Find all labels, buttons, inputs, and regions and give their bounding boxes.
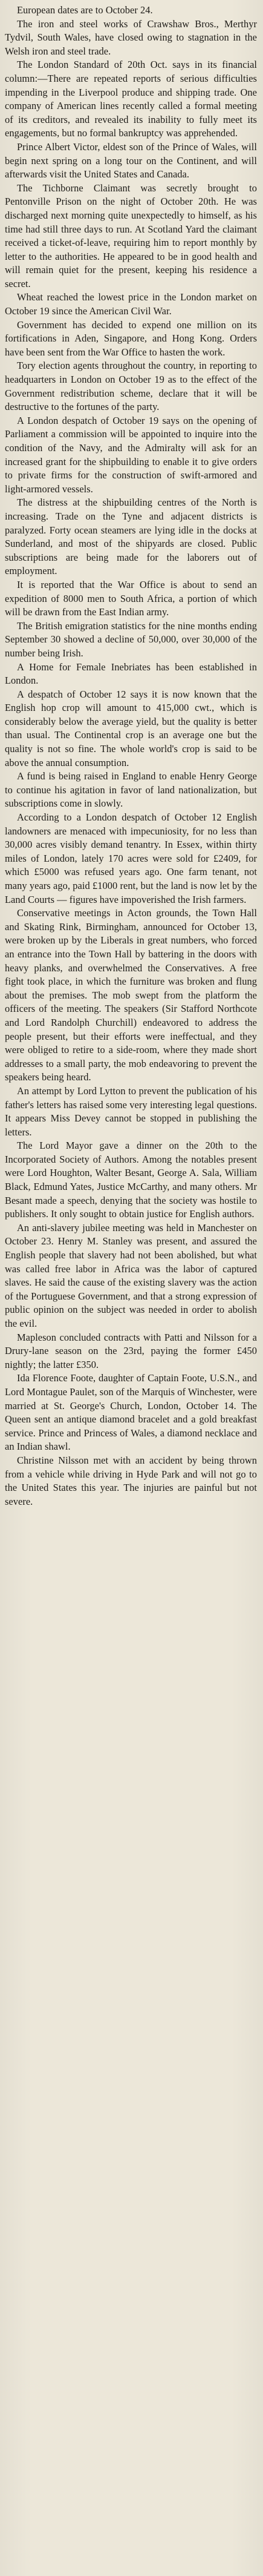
news-item-anti-slavery-meeting: An anti-slavery jubilee meeting was held in Manchester on October 23. Henry M. Stanley was present, and assured the English people that slavery had not been abolished, but what was called free labor in Africa was the labor of captured slaves. He said the cause of the existing slavery was the action of the Portuguese Government, and that a strong expression of public opinion on the subject was needed in order to abolish the evil. bbox=[5, 1221, 257, 1329]
news-item-inebriates-home: A Home for Female Inebriates has been established in London. bbox=[5, 661, 257, 687]
news-item-hop-crop: A despatch of October 12 says it is now known that the English hop crop will amount to 415,000 cwt., which is considerably below the average yield, but the quality is better than usual. The Continental crop is an average one but the quality is not so fine. The whole world's crop is said to be above the annual consumption. bbox=[5, 688, 257, 768]
news-item-liverpool-trade: The London Standard of 20th Oct. says in its financial column:—There are repeated reports of serious difficulties impending in the Liverpool produce and shipping trade. One company of American lines recently called a formal meeting of its creditors, and revealed its inability to fully meet its engagements, but no formal bankruptcy was apprehended. bbox=[5, 59, 257, 139]
news-item-south-africa-expedition: It is reported that the War Office is about to send an expedition of 8000 men to South Africa, a portion of which will be drawn from the East Indian army. bbox=[5, 578, 257, 618]
news-item-emigration-statistics: The British emigration statistics for the nine months ending September 30 showed a decline of 50,000, over 30,000 of the number being Irish. bbox=[5, 619, 257, 659]
news-item-authors-dinner: The Lord Mayor gave a dinner on the 20th to the Incorporated Society of Authors. Among the notables present were Lord Houghton, Walter Besant, George A. Sala, William Black, Edmund Yates, Justice McCarthy, and many others. Mr Besant made a speech, denying that the society was hostile to publishers. It only sought to obtain justice for English authors. bbox=[5, 1140, 257, 1220]
news-item-landowners: According to a London despatch of October 12 English landowners are menaced with impecuniosity, for no less than 30,000 acres visibly demand tenantry. In Essex, within thirty miles of London, lately 170 acres were sold for £2409, for which £5000 was refused years ago. One farm tenant, not many years ago, paid £1000 rent, but the land is now let by the Land Courts — figures have impoverished the Irish farmers. bbox=[5, 811, 257, 905]
news-item-nilsson-accident: Christine Nilsson met with an accident by being thrown from a vehicle while driving in Hyde Park and will not go to the United States this year. The injuries are painful but not severe. bbox=[5, 1454, 257, 1507]
news-item-crawshaw-works: The iron and steel works of Crawshaw Bros., Merthyr Tydvil, South Wales, have closed owing to stagnation in the Welsh iron and steel trade. bbox=[5, 18, 257, 57]
news-item-tory-agents: Tory election agents throughout the country, in reporting to headquarters in London on October 19 as to the effect of the Government redistribution scheme, declare that it will be destructive to the fortunes of the party. bbox=[5, 360, 257, 413]
news-item-henry-george-fund: A fund is being raised in England to enable Henry George to continue his agitation in favor of land nationalization, but subscriptions come in slowly. bbox=[5, 770, 257, 810]
news-item-shipbuilding-distress: The distress at the shipbuilding centres of the North is increasing. Trade on the Tyne and adjacent districts is paralyzed. Forty ocean steamers are lying idle in the docks at Sunderland, and most of the shipyards are closed. Public subscriptions are being made for the laborers out of employment. bbox=[5, 497, 257, 577]
news-item-wheat-price: Wheat reached the lowest price in the London market on October 19 since the American Civil War. bbox=[5, 291, 257, 317]
news-item-tichborne-claimant: The Tichborne Claimant was secretly brought to Pentonville Prison on the night of October 20th. He was discharged next morning quite unexpectedly to himself, as his time had still three days to run. At Scotland Yard the claimant received a ticket-of-leave, requiring him to report monthly by letter to the authorities. He appeared to be in good health and will remain quiet for the present, keeping his residence a secret. bbox=[5, 182, 257, 289]
news-item-navy-commission: A London despatch of October 19 says on the opening of Parliament a commission will be appointed to inquire into the condition of the Navy, and the Admiralty will ask for an increased grant for the shipbuilding to enable it to give orders to private firms for the construction of swift-armored and light-armored vessels. bbox=[5, 414, 257, 495]
news-item-fortifications: Government has decided to expend one million on its fortifications in Aden, Singapore, and Hong Kong. Orders have been sent from the War Office to hasten the work. bbox=[5, 319, 257, 358]
news-item-european-dates: European dates are to October 24. bbox=[17, 4, 153, 16]
news-item-conservative-meetings: Conservative meetings in Acton grounds, the Town Hall and Skating Rink, Birmingham, announced for October 13, were broken up by the Liberals in great numbers, who forced an entrance into the Town Hall by battering in the doors with heavy planks, and overwhelmed the Conservatives. A free fight took place, in which the furniture was broken and flung about the premises. The mob swept from the platform the officers of the meeting. The speakers (Sir Stafford Northcote and Lord Randolph Churchill) endeavored to address the people present, but their efforts were ineffectual, and they were obliged to retire to a side-room, where they made short addresses to a small party, the mob endeavoring to prevent the speakers being heard. bbox=[5, 907, 257, 1083]
news-item-lord-lytton: An attempt by Lord Lytton to prevent the publication of his father's letters has raised some very interesting legal questions. It appears Miss Devey cannot be stopped in publishing the letters. bbox=[5, 1085, 257, 1138]
news-item-mapleson-contracts: Mapleson concluded contracts with Patti and Nilsson for a Drury-lane season on the 23rd, paying the former £450 nightly; the latter £350. bbox=[5, 1331, 257, 1370]
news-item-foote-wedding: Ida Florence Foote, daughter of Captain Foote, U.S.N., and Lord Montague Paulet, son of the Marquis of Winchester, were married at St. George's Church, London, October 14. The Queen sent an antique diamond bracelet and a gold breakfast service. Prince and Princess of Wales, a diamond necklace and an Indian shawl. bbox=[5, 1372, 257, 1453]
news-item-prince-albert-victor: Prince Albert Victor, eldest son of the Prince of Wales, will begin next spring on a long tour on the Continent, and will afterwards visit the United States and Canada. bbox=[5, 140, 257, 180]
